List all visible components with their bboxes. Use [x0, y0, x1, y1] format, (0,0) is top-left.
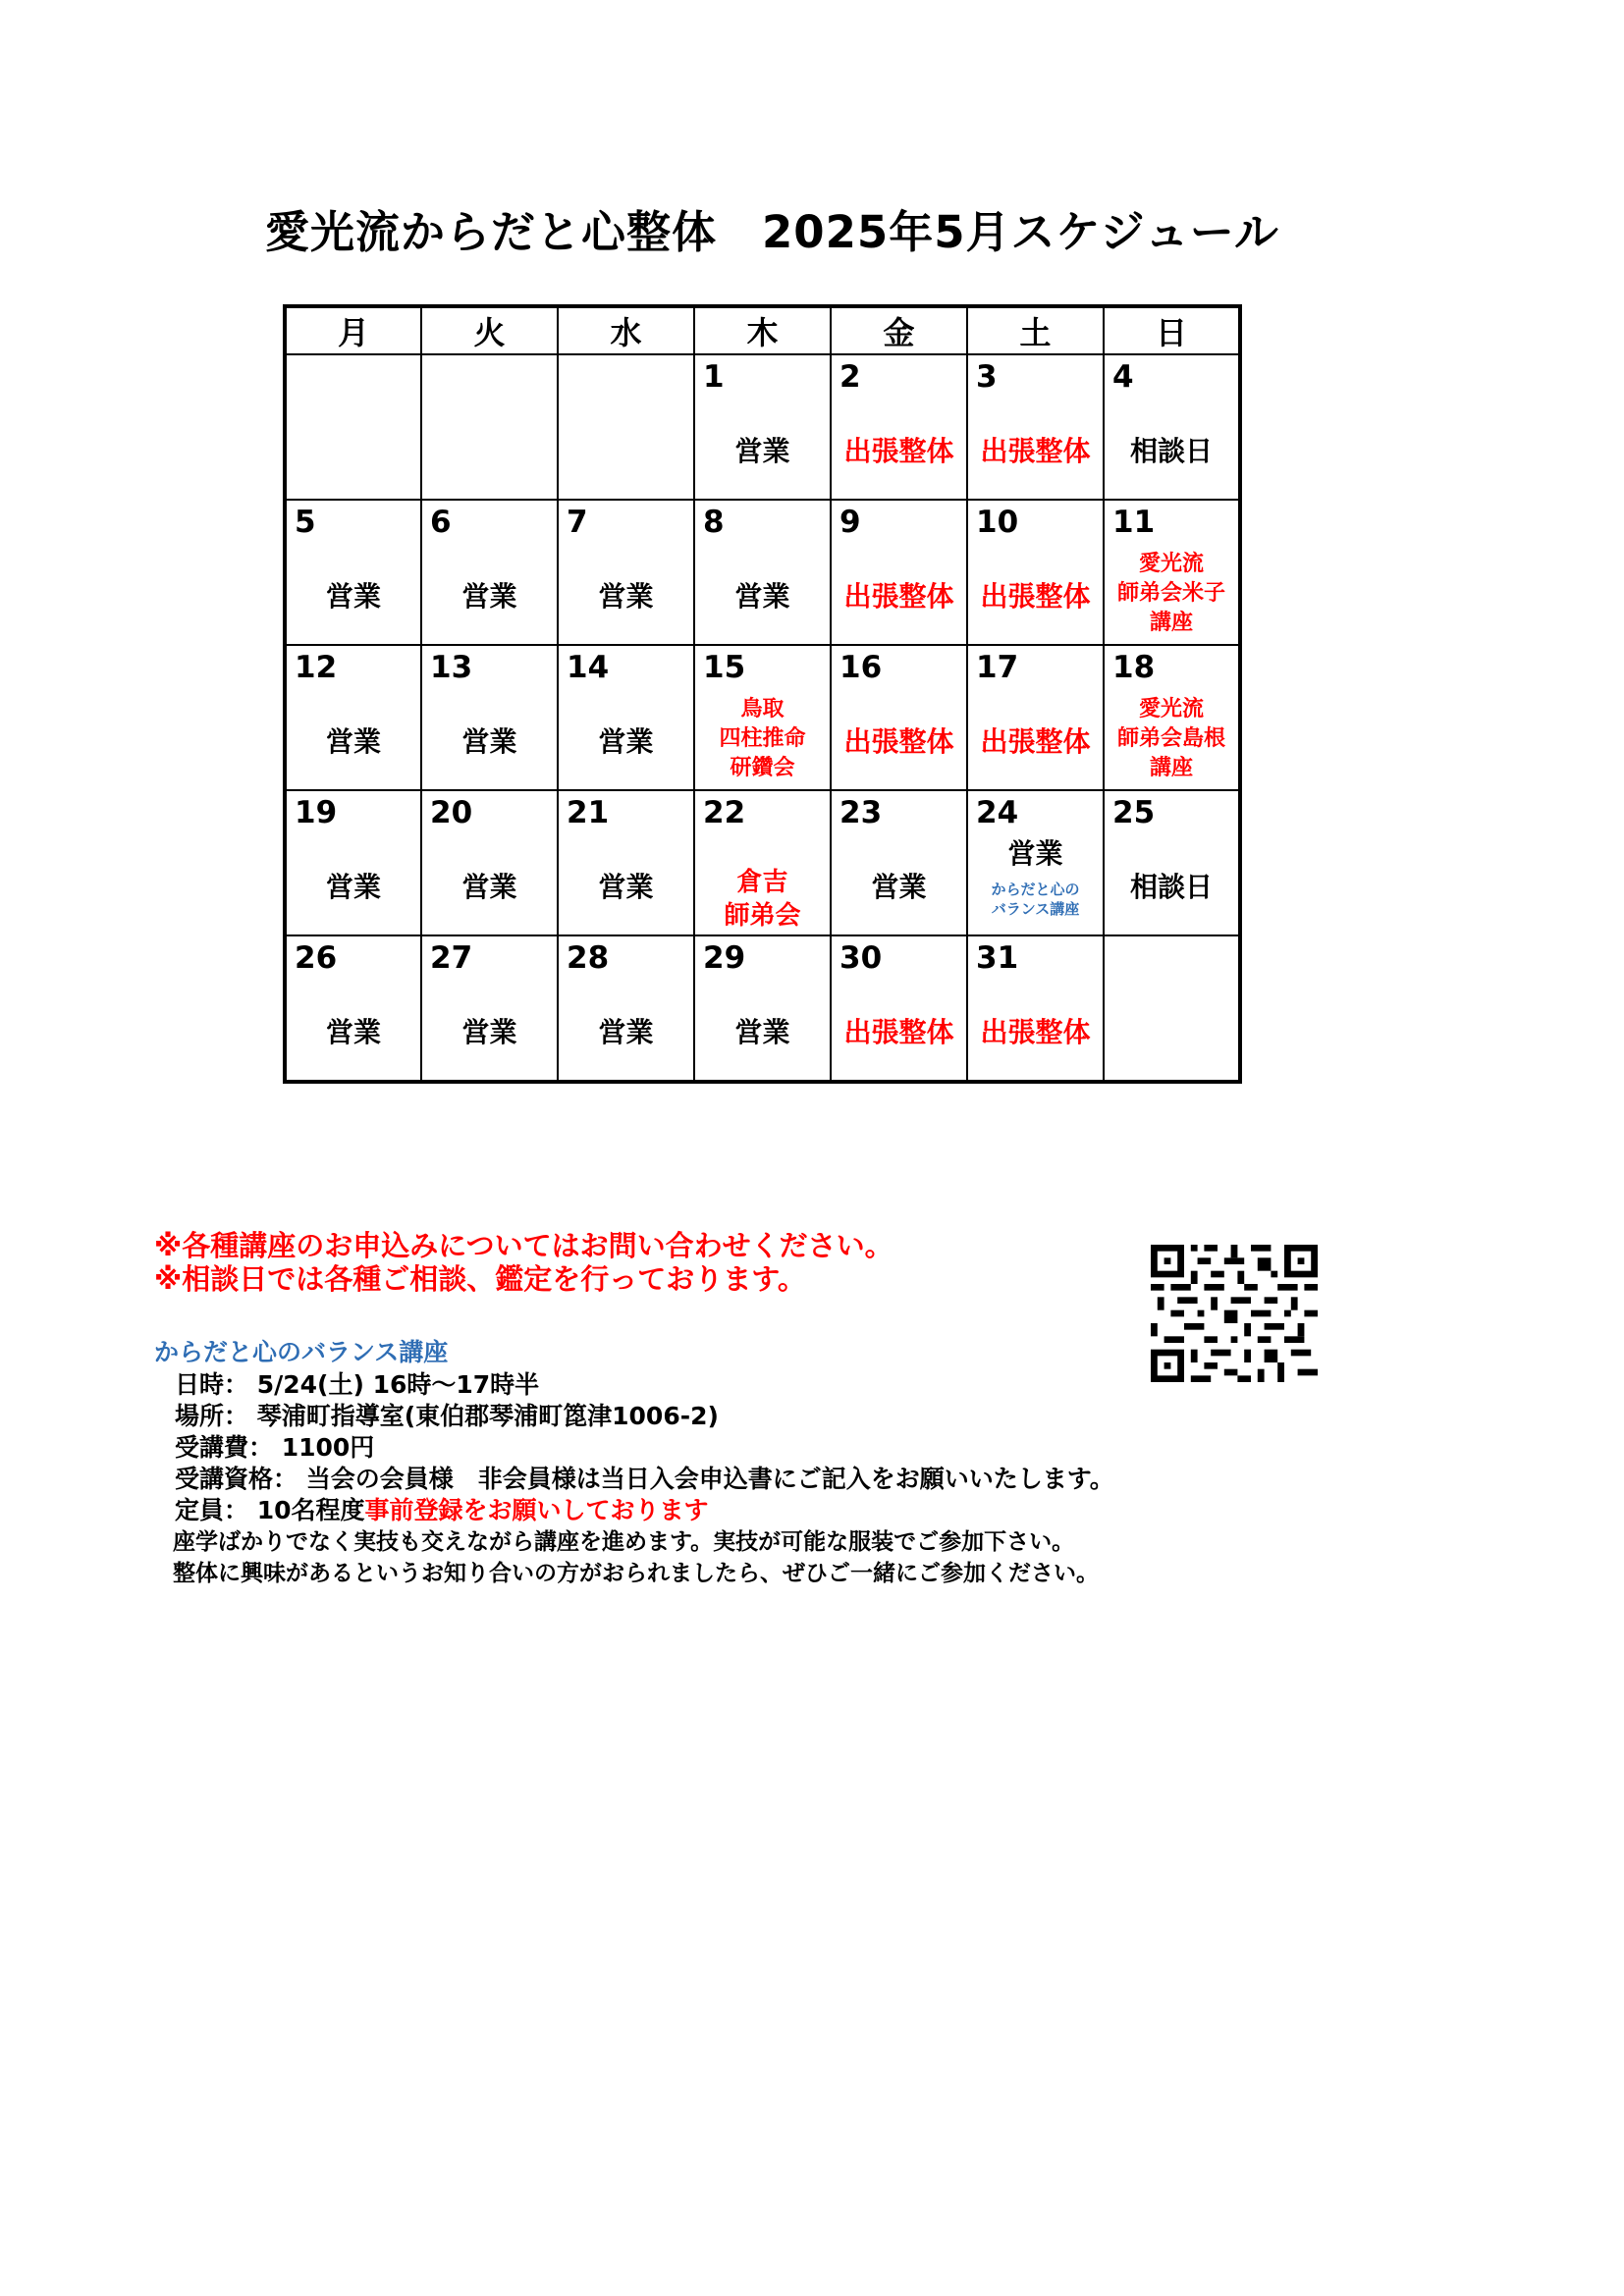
day-event: 営業 — [598, 580, 654, 613]
day-number: 27 — [430, 940, 473, 976]
calendar-day-cell — [694, 500, 831, 645]
day-event-line: 講座 — [1149, 611, 1193, 635]
day-event-line: 師弟会島根 — [1116, 726, 1225, 751]
calendar-day-cell — [831, 790, 967, 935]
day-number: 26 — [295, 940, 338, 976]
day-event — [695, 695, 830, 783]
note-line: ※相談日では各種ご相談、鑑定を行っております。 — [154, 1262, 806, 1296]
calendar-day-cell — [285, 354, 421, 500]
day-event: 営業 — [325, 580, 381, 613]
day-number: 31 — [976, 940, 1019, 976]
calendar-day-cell — [285, 790, 421, 935]
day-number: 10 — [976, 505, 1019, 540]
day-event: 営業 — [461, 871, 517, 903]
day-number: 15 — [703, 650, 746, 685]
day-number: 19 — [295, 795, 338, 830]
day-sub-event — [968, 880, 1103, 919]
calendar-day-cell — [694, 645, 831, 790]
calendar-day-cell — [967, 935, 1104, 1082]
course-desc-2: 整体に興味があるというお知り合いの方がおられましたら、ぜひご一緒にご参加ください。 — [173, 1561, 1099, 1586]
calendar-day-cell — [1104, 354, 1240, 500]
course-capacity — [175, 1495, 1114, 1526]
day-number: 16 — [839, 650, 883, 685]
calendar-week-row — [285, 354, 1240, 500]
day-number: 18 — [1112, 650, 1156, 685]
day-event: 営業 — [734, 1016, 790, 1048]
calendar-day-cell — [831, 354, 967, 500]
weekday-tue: 火 — [421, 306, 558, 354]
weekday-wed: 水 — [558, 306, 694, 354]
day-event: 営業 — [461, 725, 517, 758]
day-number: 7 — [567, 505, 588, 540]
day-event-line: 研鑽会 — [730, 756, 795, 780]
calendar-day-cell — [831, 645, 967, 790]
day-number: 13 — [430, 650, 473, 685]
course-fee: 受講費： 1100円 — [175, 1433, 375, 1462]
calendar-day-cell — [694, 790, 831, 935]
day-event: 出張整体 — [843, 435, 954, 467]
day-event: 出張整体 — [980, 580, 1091, 613]
day-event: 営業 — [325, 1016, 381, 1048]
calendar-table — [283, 304, 1242, 1084]
day-event: 出張整体 — [980, 435, 1091, 467]
day-number: 14 — [567, 650, 610, 685]
calendar-week-row — [285, 645, 1240, 790]
calendar-day-cell — [285, 500, 421, 645]
day-event-line: 倉吉 — [736, 868, 788, 897]
day-number: 5 — [295, 505, 316, 540]
day-event: 営業 — [1007, 837, 1063, 870]
day-number: 6 — [430, 505, 452, 540]
calendar-day-cell — [421, 500, 558, 645]
qr-code-icon — [1151, 1245, 1318, 1382]
day-sub-event-line: バランス講座 — [991, 900, 1080, 918]
calendar-day-cell — [421, 790, 558, 935]
day-number: 29 — [703, 940, 746, 976]
day-event: 出張整体 — [843, 1016, 954, 1048]
weekday-mon: 月 — [285, 306, 421, 354]
day-event: 出張整体 — [843, 580, 954, 613]
calendar-day-cell — [1104, 935, 1240, 1082]
day-number: 21 — [567, 795, 610, 830]
day-event-line: 師弟会米子 — [1116, 581, 1225, 606]
day-number: 23 — [839, 795, 883, 830]
day-number: 30 — [839, 940, 883, 976]
weekday-thu: 木 — [694, 306, 831, 354]
day-event: 営業 — [325, 725, 381, 758]
course-desc-1: 座学ばかりでなく実技も交えながら講座を進めます。実技が可能な服装でご参加下さい。 — [173, 1529, 1075, 1555]
calendar-day-cell — [831, 935, 967, 1082]
day-event-line: 愛光流 — [1138, 697, 1204, 721]
day-event: 出張整体 — [980, 725, 1091, 758]
calendar-day-cell — [558, 645, 694, 790]
course-place: 場所： 琴浦町指導室(東伯郡琴浦町箆津1006-2) — [175, 1402, 719, 1430]
note-line: ※各種講座のお申込みについてはお問い合わせください。 — [154, 1229, 893, 1262]
day-event: 出張整体 — [843, 725, 954, 758]
day-event: 相談日 — [1129, 871, 1213, 903]
day-event: 営業 — [598, 1016, 654, 1048]
calendar-week-row — [285, 790, 1240, 935]
calendar-day-cell — [967, 500, 1104, 645]
calendar-day-cell — [967, 645, 1104, 790]
weekday-sun: 日 — [1104, 306, 1240, 354]
day-event-line: 四柱推命 — [719, 726, 806, 751]
day-event — [1105, 550, 1238, 638]
calendar-day-cell — [558, 790, 694, 935]
notes — [154, 1229, 893, 1296]
weekday-sat: 土 — [967, 306, 1104, 354]
day-number: 28 — [567, 940, 610, 976]
day-number: 1 — [703, 359, 725, 395]
calendar-day-cell — [558, 935, 694, 1082]
day-number: 11 — [1112, 505, 1156, 540]
day-number: 4 — [1112, 359, 1134, 395]
day-number: 2 — [839, 359, 861, 395]
day-event: 営業 — [325, 871, 381, 903]
day-event-line: 師弟会 — [724, 901, 801, 931]
weekday-header-row — [285, 306, 1240, 354]
calendar-day-cell — [421, 935, 558, 1082]
day-number: 24 — [976, 795, 1019, 830]
capacity-text: 定員： 10名程度 — [175, 1496, 365, 1524]
day-number: 12 — [295, 650, 338, 685]
calendar-day-cell — [1104, 500, 1240, 645]
weekday-fri: 金 — [831, 306, 967, 354]
calendar-day-cell — [967, 354, 1104, 500]
day-event: 出張整体 — [980, 1016, 1091, 1048]
capacity-highlight: 事前登録をお願いしております — [364, 1496, 709, 1524]
day-event: 営業 — [734, 435, 790, 467]
calendar-day-cell — [694, 935, 831, 1082]
course-eligibility: 受講資格： 当会の会員様 非会員様は当日入会申込書にご記入をお願いいたします。 — [175, 1465, 1114, 1493]
day-sub-event-line: からだと心の — [991, 881, 1080, 898]
calendar-day-cell — [1104, 645, 1240, 790]
day-number: 25 — [1112, 795, 1156, 830]
calendar-day-cell — [285, 935, 421, 1082]
day-number: 22 — [703, 795, 746, 830]
day-number: 20 — [430, 795, 473, 830]
calendar-day-cell — [285, 645, 421, 790]
day-event: 営業 — [461, 580, 517, 613]
calendar-day-cell — [831, 500, 967, 645]
calendar-day-cell — [1104, 790, 1240, 935]
calendar-day-cell — [421, 354, 558, 500]
day-event: 営業 — [461, 1016, 517, 1048]
day-event: 相談日 — [1129, 435, 1213, 467]
day-event: 営業 — [598, 725, 654, 758]
calendar-day-cell — [694, 354, 831, 500]
day-event — [1105, 695, 1238, 783]
page-title: 愛光流からだと心整体 2025年5月スケジュール — [265, 206, 1279, 258]
course-info — [175, 1369, 1114, 1589]
day-event-line: 愛光流 — [1138, 552, 1204, 576]
day-event — [695, 866, 830, 933]
day-number: 3 — [976, 359, 998, 395]
day-number: 8 — [703, 505, 725, 540]
calendar-week-row — [285, 500, 1240, 645]
day-event: 営業 — [734, 580, 790, 613]
day-event-line: 鳥取 — [740, 697, 785, 721]
course-heading: からだと心のバランス講座 — [154, 1338, 449, 1366]
day-event: 営業 — [598, 871, 654, 903]
day-event-line: 講座 — [1149, 756, 1193, 780]
day-number: 9 — [839, 505, 861, 540]
course-date: 日時： 5/24(土) 16時～17時半 — [175, 1370, 540, 1399]
calendar-day-cell — [558, 500, 694, 645]
calendar-day-cell — [558, 354, 694, 500]
calendar-week-row — [285, 935, 1240, 1082]
day-number: 17 — [976, 650, 1019, 685]
calendar-day-cell — [421, 645, 558, 790]
calendar-day-cell — [967, 790, 1104, 935]
day-event: 営業 — [871, 871, 927, 903]
